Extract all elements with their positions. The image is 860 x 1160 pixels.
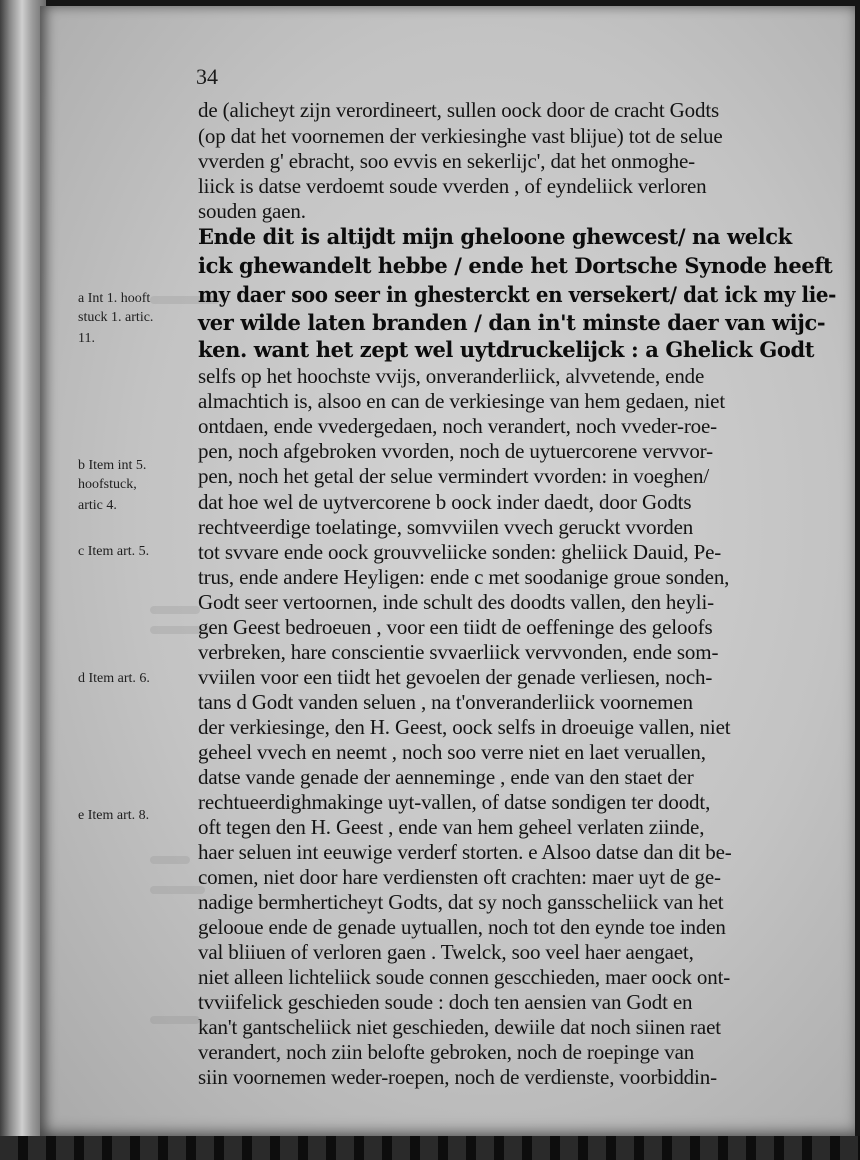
text-line: der verkiesinge, den H. Geest, oock selfs in droeuige vallen, niet xyxy=(198,715,731,739)
text-line: tans d Godt vanden seluen , na t'onveranderliick voornemen xyxy=(198,690,693,714)
text-line: kan't gantscheliick niet geschieden, dewiile dat noch siinen raet xyxy=(198,1015,721,1039)
margin-note: hoofstuck, xyxy=(78,477,137,492)
margin-note: stuck 1. artic. xyxy=(78,310,154,325)
text-line: tvviifelick geschieden soude : doch ten aensien van Godt en xyxy=(198,990,693,1014)
blackletter-line: ick ghewandelt hebbe / ende het Dortsche Synode heeft xyxy=(198,253,833,278)
margin-note: e Item art. 8. xyxy=(78,808,150,823)
text-line: verandert, noch ziin belofte gebroken, noch de roepinge van xyxy=(198,1040,695,1064)
page-edge-strip xyxy=(0,1136,860,1160)
blackletter-line: my daer soo seer in ghesterckt en versekert/ dat ick my lie- xyxy=(198,282,836,307)
text-line: geheel vvech en neemt , noch soo verre niet en laet veruallen, xyxy=(198,740,706,764)
text-line: trus, ende andere Heyligen: ende c met soodanige groue sonden, xyxy=(198,565,730,589)
text-line: siin voornemen weder-roepen, noch de verdienste, voorbiddin- xyxy=(198,1065,717,1089)
mixed-line: ken. want het zept wel uytdruckelijck : a Ghelick Godt xyxy=(198,337,815,362)
blackletter-line: Ende dit is altijdt mijn gheloone ghewcest/ na welck xyxy=(198,224,792,249)
text-line: almachtich is, alsoo en can de verkiesinge van hem gedaen, niet xyxy=(198,389,726,413)
text-line: val bliiuen of verloren gaen . Twelck, soo veel haer aengaet, xyxy=(198,940,694,964)
text-line: ontdaen, ende vvedergedaen, noch verandert, noch vveder-roe- xyxy=(198,414,718,438)
text-line: de (alicheyt zijn verordineert, sullen oock door de cracht Godts xyxy=(198,98,720,122)
text-line: liick is datse verdoemt soude vverden , of eyndeliick verloren xyxy=(198,174,707,198)
text-line: dat hoe wel de uytvercorene b oock inder daedt, door Godts xyxy=(198,490,692,514)
text-line: pen, noch afgebroken vvorden, noch de uytuercorene vervvor- xyxy=(198,439,713,463)
text-line: gelooue ende de genade uytuallen, noch tot den eynde toe inden xyxy=(198,915,726,939)
margin-note: b Item int 5. xyxy=(78,458,147,473)
text-line: souden gaen. xyxy=(198,199,306,223)
margin-note: d Item art. 6. xyxy=(78,671,150,686)
text-line: datse vande genade der aenneminge , ende van den staet der xyxy=(198,765,694,789)
page-number: 34 xyxy=(196,64,218,89)
text-line: selfs op het hoochste vvijs, onveranderliick, alvvetende, ende xyxy=(198,364,705,388)
blackletter-line: ver wilde laten branden / dan in't minste daer van wijc- xyxy=(198,310,826,335)
text-line: oft tegen den H. Geest , ende van hem geheel verlaten ziinde, xyxy=(198,815,705,839)
text-line: tot svvare ende oock grouvveliicke sonden: gheliick Dauid, Pe- xyxy=(198,540,722,564)
text-line: haer seluen int eeuwige verderf storten. e Alsoo datse dan dit be- xyxy=(198,840,732,864)
text-line: gen Geest bedroeuen , voor een tiidt de oeffeninge des geloofs xyxy=(198,615,713,639)
text-line: (op dat het voornemen der verkiesinghe vast blijue) tot de selue xyxy=(198,124,723,148)
text-line: vviilen voor een tiidt het gevoelen der genade verliesen, noch- xyxy=(198,665,713,689)
margin-note: artic 4. xyxy=(78,498,117,513)
text-line: comen, niet door hare verdiensten oft crachten: maer uyt de ge- xyxy=(198,865,721,889)
text-line: nadige bermherticheyt Godts, dat sy noch gansscheliick van het xyxy=(198,890,724,914)
margin-note: 11. xyxy=(78,331,95,346)
text-line: Godt seer vertoornen, inde schult des doodts vallen, den heyli- xyxy=(198,590,715,614)
text-line: rechtveerdige toelatinge, somvviilen vvech geruckt vvorden xyxy=(198,515,694,539)
text-line: pen, noch het getal der selue vermindert vvorden: in voeghen/ xyxy=(198,464,710,488)
text-line: rechtueerdighmakinge uyt-vallen, of datse sondigen ter doodt, xyxy=(198,790,711,814)
text-line: vverden g' ebracht, soo evvis en sekerlijc', dat het onmoghe- xyxy=(198,149,696,173)
text-line: verbreken, hare conscientie svvaerliick vervvonden, ende som- xyxy=(198,640,719,664)
text-line: niet alleen lichteliick soude connen gescchieden, maer oock ont- xyxy=(198,965,731,989)
margin-note: a Int 1. hooft xyxy=(78,291,151,306)
margin-note: c Item art. 5. xyxy=(78,544,150,559)
